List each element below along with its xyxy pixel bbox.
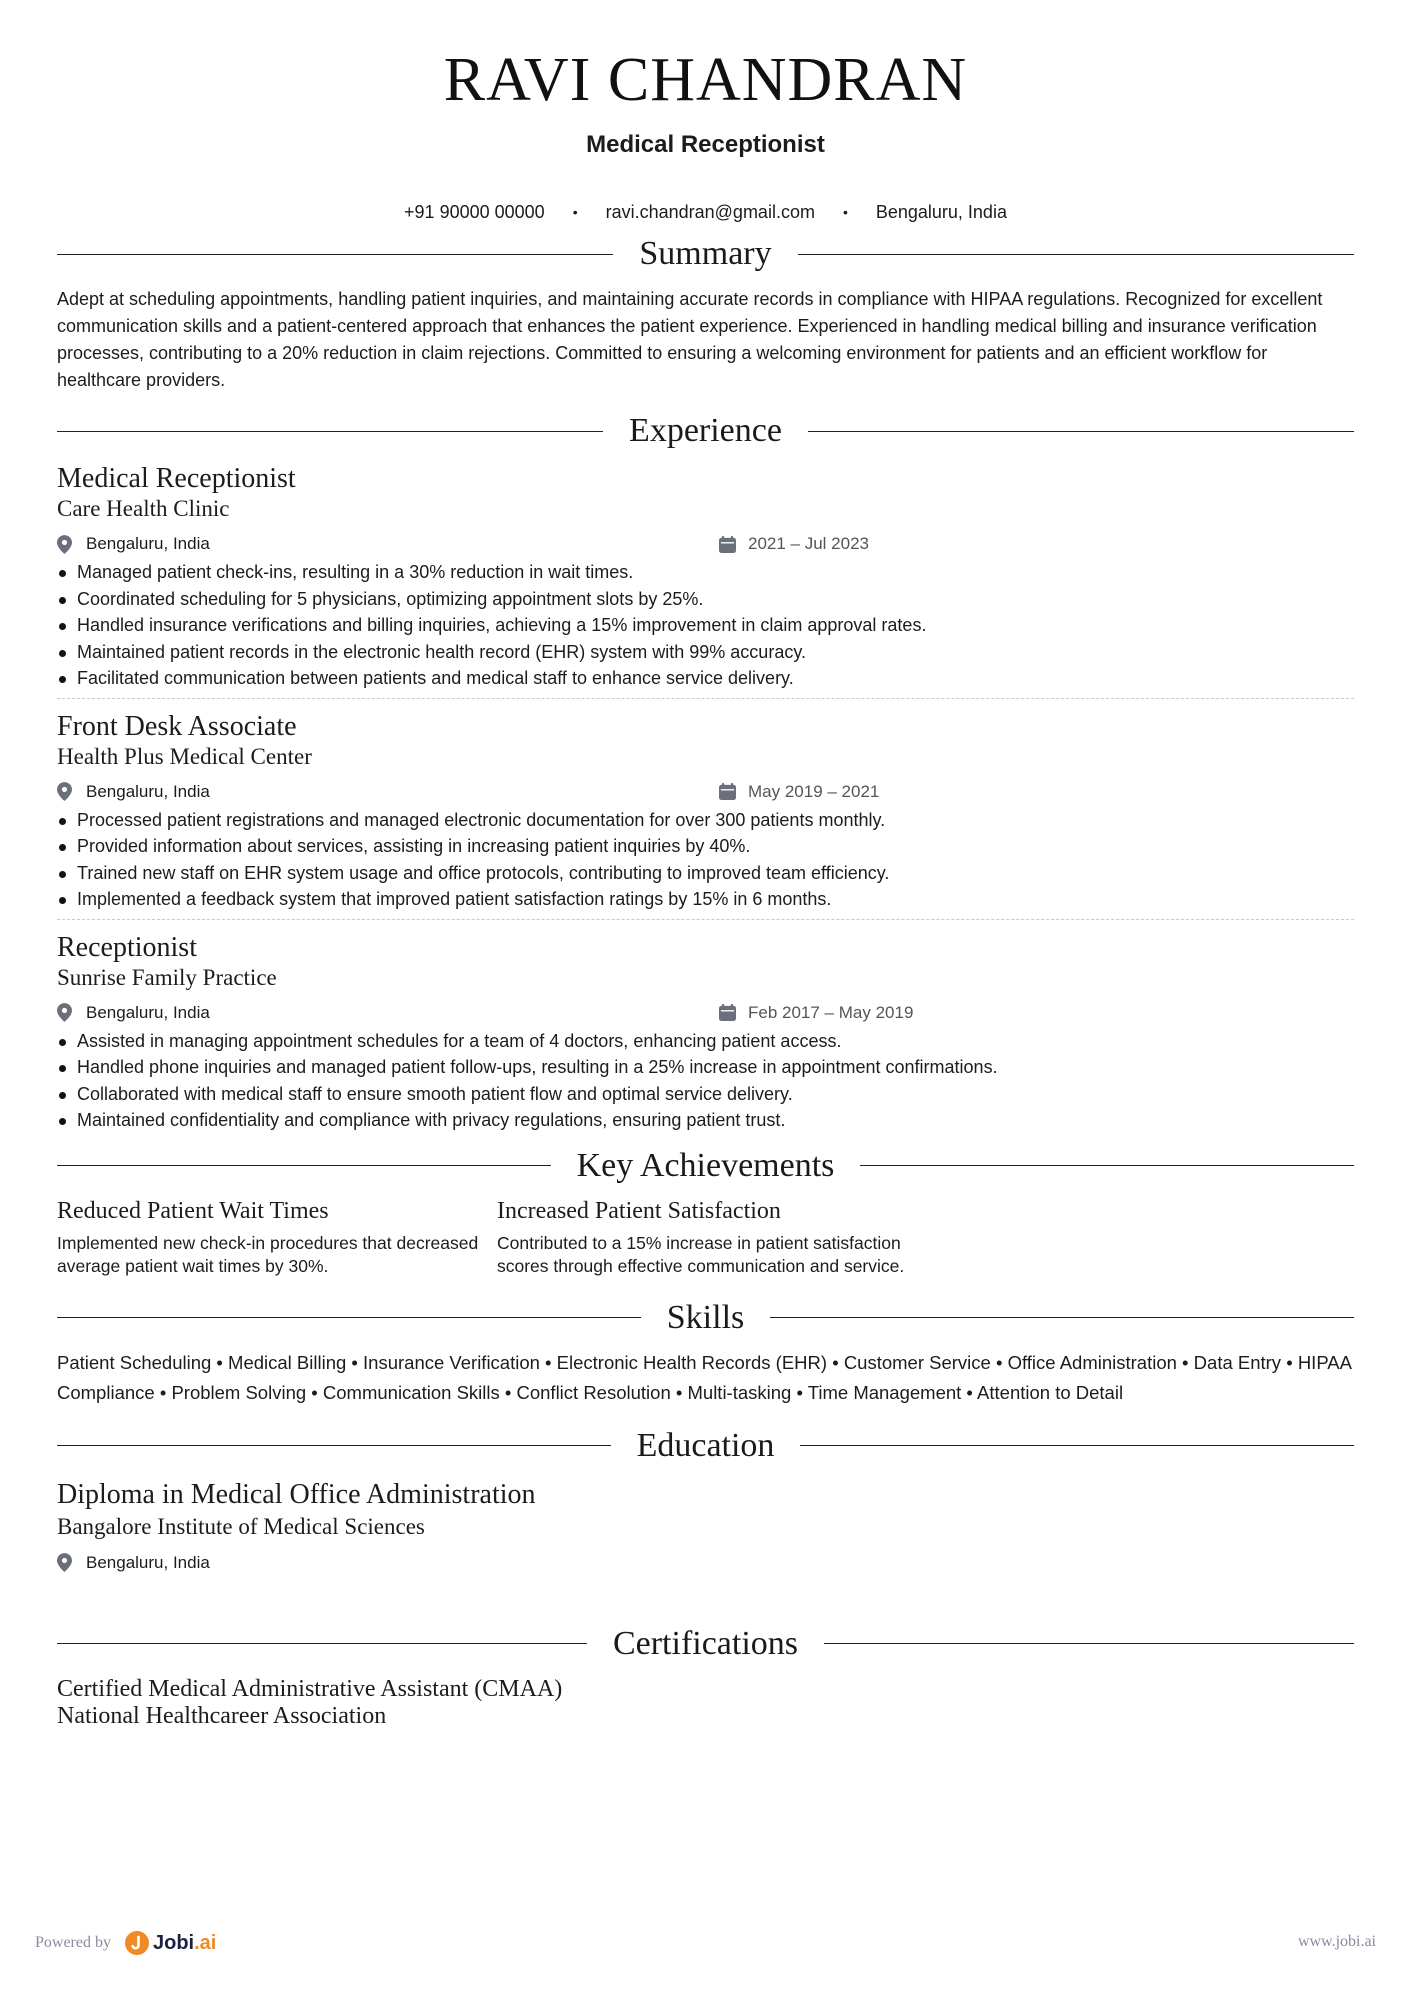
job-meta bbox=[57, 781, 1354, 803]
calendar-icon bbox=[719, 783, 736, 800]
contact-bar bbox=[57, 200, 1354, 224]
calendar-icon bbox=[719, 536, 736, 553]
job-company: Care Health Clinic bbox=[57, 496, 230, 521]
brand-suffix: .ai bbox=[194, 1931, 217, 1954]
education-degree: Diploma in Medical Office Administration bbox=[57, 1478, 536, 1510]
heading-rule bbox=[808, 431, 1354, 432]
certifications-heading bbox=[57, 1624, 1354, 1664]
job-company: Health Plus Medical Center bbox=[57, 743, 312, 769]
section-title: Summary bbox=[639, 235, 772, 272]
job-bullet: Trained new staff on EHR system usage and office protocols, contributing to improved team efficiency. bbox=[57, 860, 1354, 887]
heading-rule bbox=[824, 1643, 1354, 1644]
heading-rule bbox=[57, 1165, 551, 1166]
summary-text: Adept at scheduling appointments, handling patient inquiries, and maintaining accurate records in compliance with HIPAA regulations. Recognized for excellent communication skills and a patient-centered approach that enhances the patient experience. Experienced in handling medical billing and insurance verification processes, contributing to a 20% reduction in claim rejections. Committed to ensuring a welcoming environment for patients and an efficient workflow for healthcare providers. bbox=[57, 289, 1323, 390]
heading-rule bbox=[798, 254, 1354, 255]
heading-rule bbox=[57, 1445, 611, 1446]
experience-heading bbox=[57, 411, 1354, 451]
achievement-title: Increased Patient Satisfaction bbox=[497, 1197, 781, 1224]
job-bullet: Coordinated scheduling for 5 physicians, optimizing appointment slots by 25%. bbox=[57, 586, 1354, 613]
job-title: Medical Receptionist bbox=[57, 463, 296, 494]
education-meta bbox=[57, 1552, 1354, 1574]
heading-rule bbox=[57, 1317, 641, 1318]
summary-heading bbox=[57, 234, 1354, 274]
job-location: Bengaluru, India bbox=[86, 1002, 210, 1022]
education-school: Bangalore Institute of Medical Sciences bbox=[57, 1513, 425, 1539]
jobi-logo[interactable] bbox=[125, 1931, 216, 1955]
job-title: Receptionist bbox=[57, 931, 197, 963]
job-bullets bbox=[57, 559, 1354, 692]
education-heading bbox=[57, 1426, 1354, 1466]
education-entry bbox=[57, 1478, 1354, 1574]
footer-website[interactable]: www.jobi.ai bbox=[1297, 1933, 1376, 1950]
section-title: Experience bbox=[629, 412, 782, 449]
contact-email[interactable]: ravi.chandran@gmail.com bbox=[605, 202, 815, 222]
certification-issuer: National Healthcareer Association bbox=[57, 1702, 387, 1729]
heading-rule bbox=[57, 1643, 587, 1644]
job-title: Front Desk Associate bbox=[57, 710, 297, 742]
job-location: Bengaluru, India bbox=[86, 534, 210, 553]
achievement-title: Reduced Patient Wait Times bbox=[57, 1197, 329, 1224]
job-dates: Feb 2017 – May 2019 bbox=[748, 1002, 914, 1022]
skills-list: Patient Scheduling • Medical Billing • Insurance Verification • Electronic Health Records (EHR) • Customer Service • Office Administration • Data Entry • HIPAA Compliance • Problem Solving • Communication Skills • Conflict Resolution • Multi-tasking • Time Management • Attention to Detail bbox=[57, 1351, 1351, 1403]
brand-name: Jobi bbox=[152, 1931, 195, 1954]
education-location: Bengaluru, India bbox=[86, 1552, 210, 1572]
section-title: Education bbox=[636, 1426, 775, 1464]
job-bullet: Facilitated communication between patients and medical staff to enhance service delivery. bbox=[57, 665, 1354, 692]
job-dates: May 2019 – 2021 bbox=[748, 781, 880, 801]
achievement-description: Contributed to a 15% increase in patient satisfaction scores through effective communication and service. bbox=[497, 1232, 905, 1276]
job-bullet: Provided information about services, assisting in increasing patient inquiries by 40%. bbox=[57, 833, 1354, 860]
job-bullet: Handled phone inquiries and managed patient follow-ups, resulting in a 25% increase in appointment confirmations. bbox=[57, 1054, 1354, 1081]
job-divider bbox=[57, 698, 1354, 699]
job-bullet: Collaborated with medical staff to ensure smooth patient flow and optimal service delivery. bbox=[57, 1081, 1354, 1108]
contact-location: Bengaluru, India bbox=[875, 202, 1007, 222]
heading-rule bbox=[57, 254, 613, 255]
achievements-heading bbox=[57, 1146, 1354, 1186]
candidate-role: Medical Receptionist bbox=[586, 131, 825, 158]
job-bullet: Maintained confidentiality and compliance with privacy regulations, ensuring patient trust. bbox=[57, 1107, 1354, 1134]
achievement-description: Implemented new check-in procedures that decreased average patient wait times by 30%. bbox=[57, 1232, 479, 1276]
map-pin-icon bbox=[57, 1553, 72, 1572]
section-title: Skills bbox=[666, 1298, 745, 1336]
job-bullet: Managed patient check-ins, resulting in a 30% reduction in wait times. bbox=[57, 559, 1354, 586]
contact-separator: • bbox=[572, 204, 578, 220]
heading-rule bbox=[57, 431, 603, 432]
job-bullet: Implemented a feedback system that improved patient satisfaction ratings by 15% in 6 months. bbox=[57, 886, 1354, 913]
map-pin-icon bbox=[57, 535, 72, 554]
job-entry bbox=[57, 463, 1354, 692]
map-pin-icon bbox=[57, 782, 72, 801]
job-location: Bengaluru, India bbox=[86, 781, 210, 801]
skills-heading bbox=[57, 1298, 1354, 1338]
achievements-grid bbox=[57, 1196, 1354, 1278]
jobi-logo-text bbox=[153, 1932, 216, 1955]
section-title: Certifications bbox=[612, 1624, 799, 1662]
job-bullet: Handled insurance verifications and billing inquiries, achieving a 15% improvement in claim approval rates. bbox=[57, 612, 1354, 639]
powered-by-label: Powered by bbox=[35, 1934, 111, 1951]
job-meta bbox=[57, 533, 1354, 555]
candidate-name: RAVI CHANDRAN bbox=[443, 46, 968, 114]
job-entry bbox=[57, 711, 1354, 913]
job-bullet: Maintained patient records in the electronic health record (EHR) system with 99% accuracy. bbox=[57, 639, 1354, 666]
achievement-card bbox=[497, 1196, 937, 1278]
map-pin-icon bbox=[57, 1003, 72, 1022]
contact-separator: • bbox=[842, 204, 848, 220]
job-dates: 2021 – Jul 2023 bbox=[748, 534, 869, 553]
certification-name: Certified Medical Administrative Assistant (CMAA) bbox=[57, 1675, 563, 1702]
job-bullet: Processed patient registrations and managed electronic documentation for over 300 patients monthly. bbox=[57, 807, 1354, 834]
calendar-icon bbox=[719, 1004, 736, 1021]
job-entry bbox=[57, 932, 1354, 1134]
job-bullets bbox=[57, 807, 1354, 913]
heading-rule bbox=[770, 1317, 1354, 1318]
heading-rule bbox=[860, 1165, 1354, 1166]
section-title: Key Achievements bbox=[576, 1146, 835, 1184]
contact-phone[interactable]: +91 90000 00000 bbox=[404, 202, 545, 222]
certification-entry bbox=[57, 1676, 1354, 1730]
achievement-card bbox=[57, 1196, 497, 1278]
job-divider bbox=[57, 919, 1354, 920]
job-bullet: Assisted in managing appointment schedules for a team of 4 doctors, enhancing patient access. bbox=[57, 1028, 1354, 1055]
footer-branding bbox=[35, 1931, 216, 1955]
jobi-logo-icon bbox=[125, 1931, 149, 1955]
heading-rule bbox=[800, 1445, 1354, 1446]
job-company: Sunrise Family Practice bbox=[57, 964, 277, 990]
job-bullets bbox=[57, 1028, 1354, 1134]
job-meta bbox=[57, 1002, 1354, 1024]
